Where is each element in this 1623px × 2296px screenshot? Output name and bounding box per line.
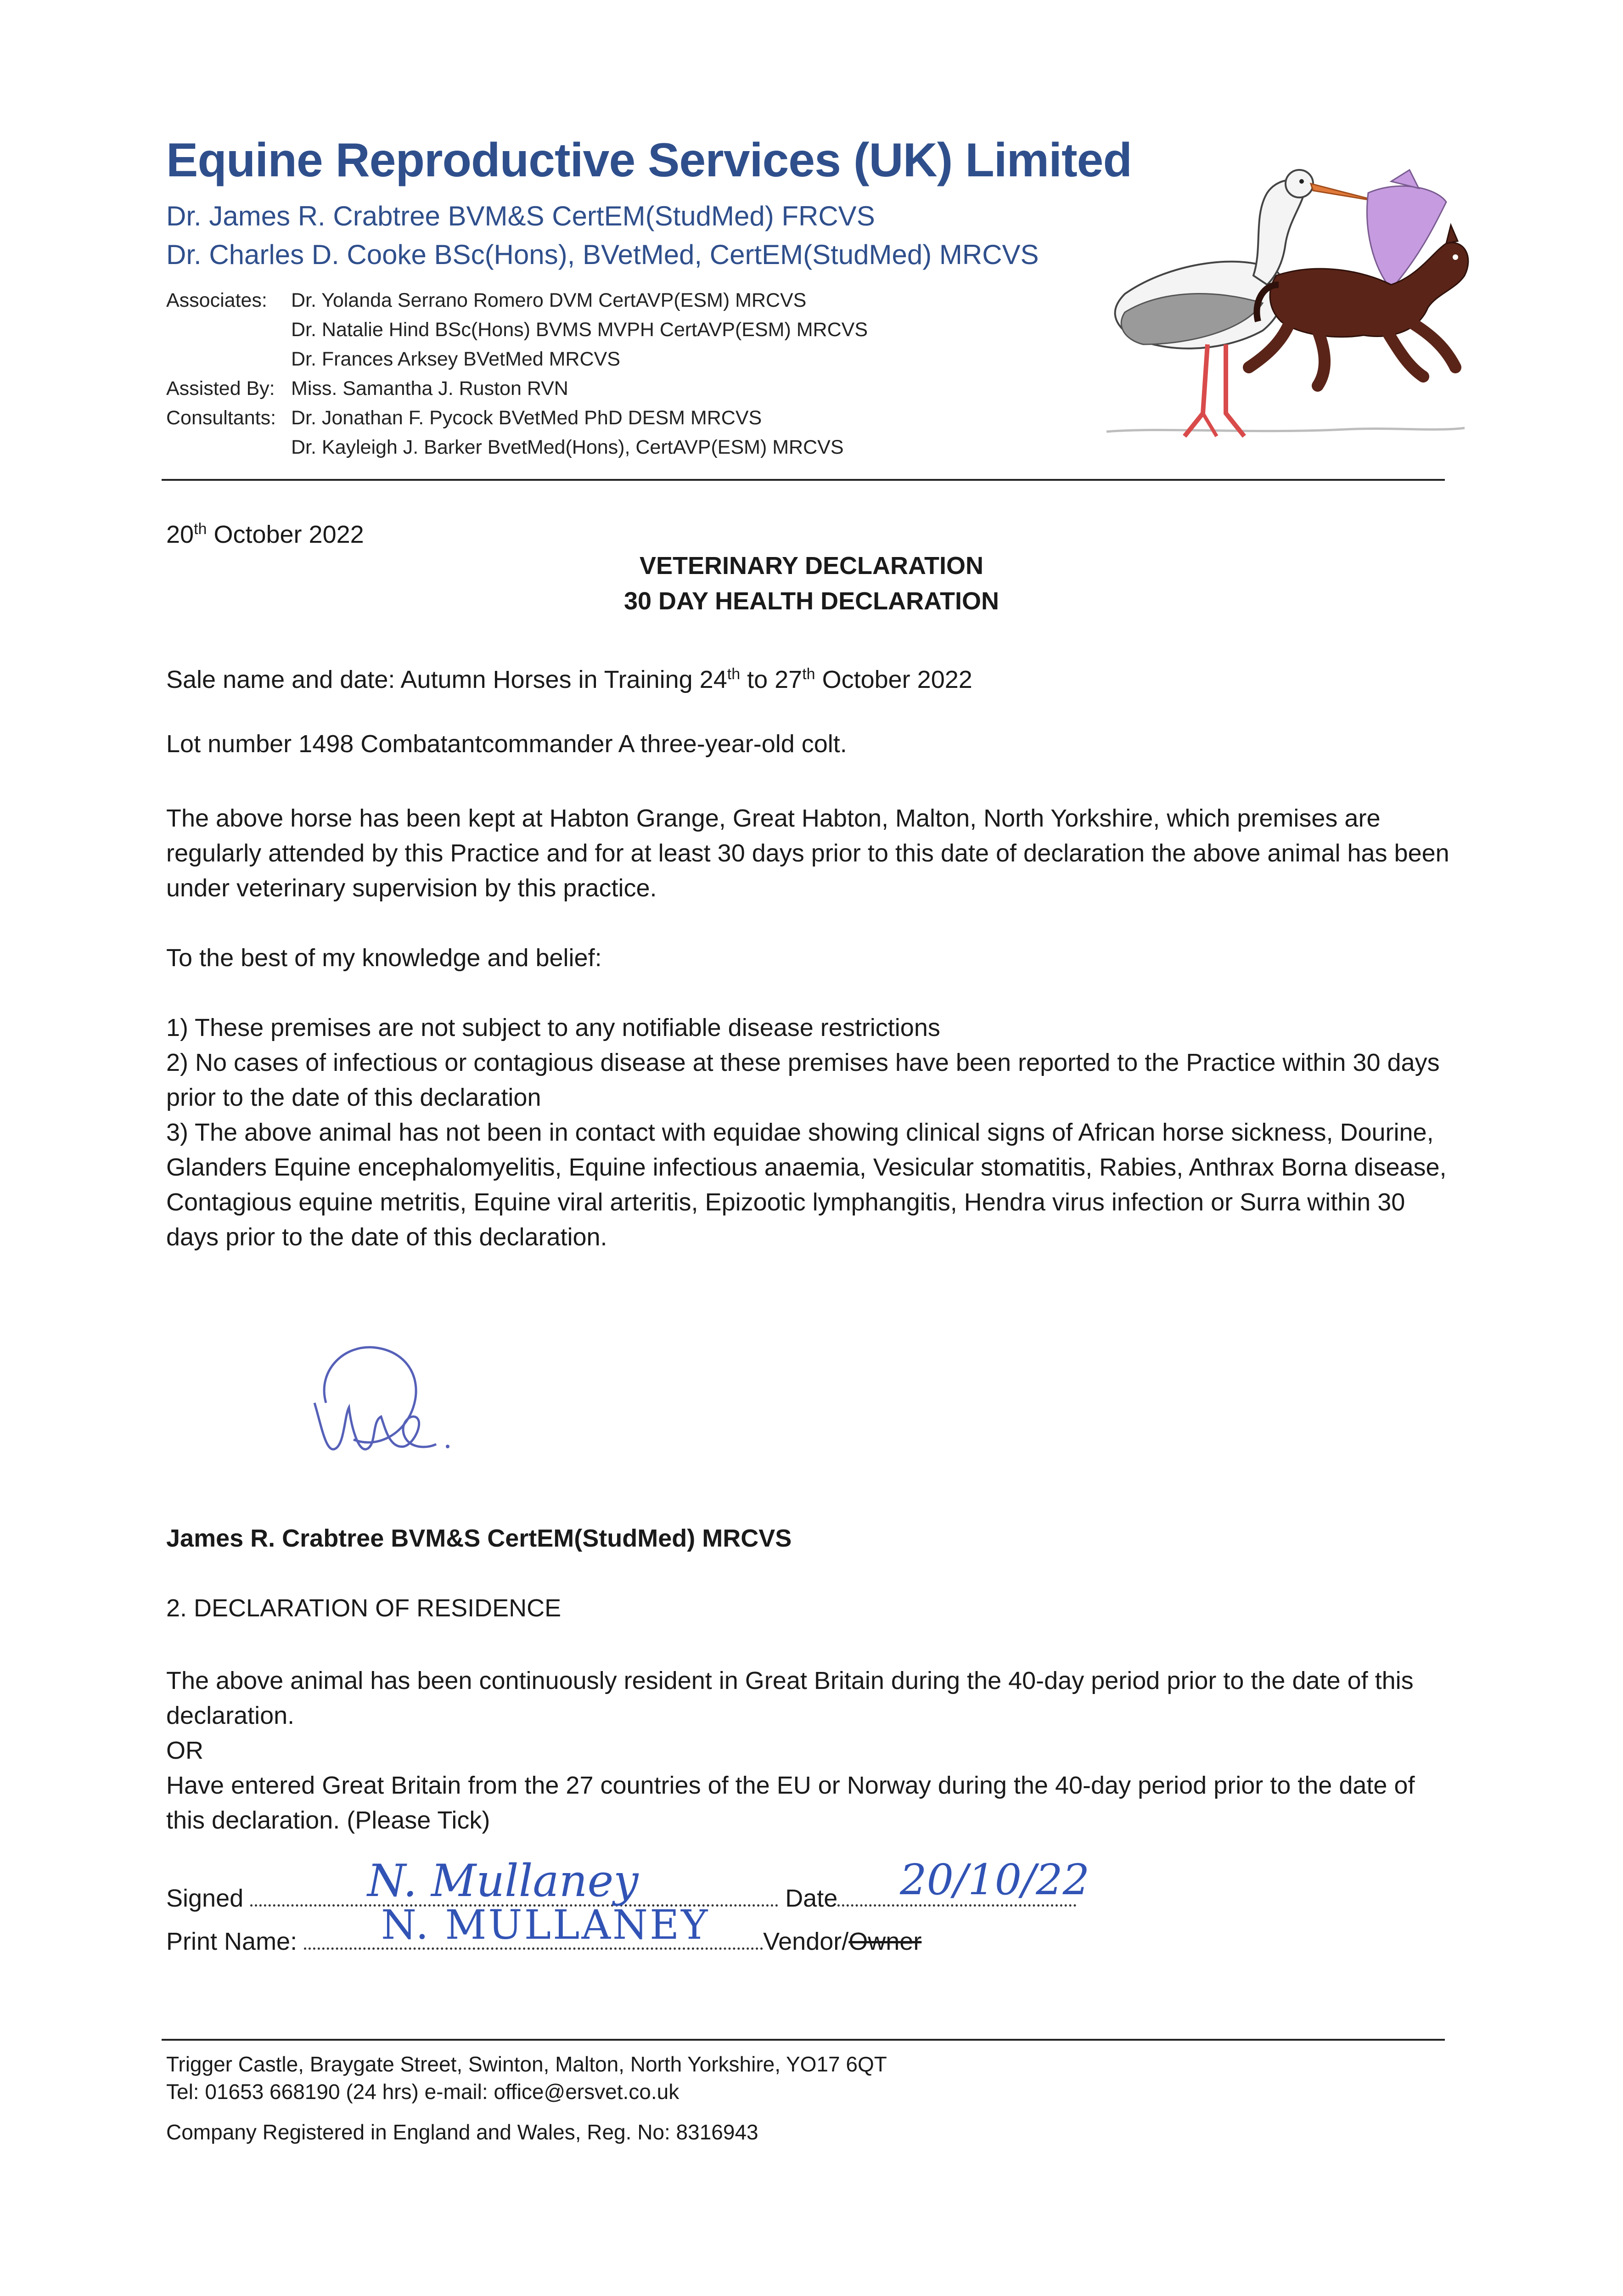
associates-label: Associates: — [166, 289, 267, 311]
title-health-declaration: 30 DAY HEALTH DECLARATION — [623, 587, 1000, 615]
associate-1: Dr. Yolanda Serrano Romero DVM CertAVP(ESM) MRCVS — [291, 289, 807, 311]
consultant-1: Dr. Jonathan F. Pycock BVetMed PhD DESM MRCVS — [291, 407, 762, 429]
footer-contact: Tel: 01653 668190 (24 hrs) e-mail: office@ersvet.co.uk — [166, 2080, 680, 2104]
vet-signature — [308, 1334, 464, 1476]
declaration-points — [166, 1010, 1452, 1255]
signatory-name: James R. Crabtree BVM&S CertEM(StudMed) MRCVS — [166, 1525, 792, 1552]
director-cooke: Dr. Charles D. Cooke BSc(Hons), BVetMed, CertEM(StudMed) MRCVS — [166, 239, 1039, 270]
assisted-label: Assisted By: — [166, 377, 275, 400]
kept-paragraph: The above horse has been kept at Habton Grange, Great Habton, Malton, North Yorkshire, which premises are regularly attended by this Practice and for at least 30 days prior to this date of declaration the above animal has been under veterinary supervision by this practice. — [166, 805, 1449, 902]
date-line[interactable] — [837, 1904, 1076, 1907]
belief-statement: To the best of my knowledge and belief: — [166, 944, 602, 972]
director-crabtree: Dr. James R. Crabtree BVM&S CertEM(StudMed) FRCVS — [166, 201, 875, 231]
company-name: Equine Reproductive Services (UK) Limited — [166, 134, 1132, 187]
lot-number: Lot number 1498 Combatantcommander A three-year-old colt. — [166, 730, 847, 758]
date-value: 20/10/22 — [900, 1855, 1090, 1904]
footer-address: Trigger Castle, Braygate Street, Swinton, Malton, North Yorkshire, YO17 6QT — [166, 2052, 887, 2076]
header-divider — [162, 479, 1445, 481]
sale-name-date: Sale name and date: Autumn Horses in Training 24th to 27th October 2022 — [166, 665, 972, 693]
residence-paragraph-1: The above animal has been continuously resident in Great Britain during the 40-day period prior to the date of this declaration. — [166, 1667, 1414, 1729]
residence-paragraph-2: Have entered Great Britain from the 27 countries of the EU or Norway during the 40-day period prior to the date of this declaration. (Please Tick) — [166, 1772, 1415, 1834]
assisted-by: Miss. Samantha J. Ruston RVN — [291, 377, 568, 400]
stork-foal-logo — [1070, 138, 1483, 459]
signed-value: N. Mullaney — [367, 1855, 639, 1907]
signed-label: Signed — [166, 1885, 244, 1912]
owner-label-struck: Owner — [848, 1928, 922, 1955]
consultants-label: Consultants: — [166, 407, 276, 429]
residence-heading: 2. DECLARATION OF RESIDENCE — [166, 1594, 562, 1622]
vendor-label: Vendor/ — [763, 1928, 849, 1955]
point-1: 1) These premises are not subject to any notifiable disease restrictions — [166, 1014, 940, 1041]
associate-2: Dr. Natalie Hind BSc(Hons) BVMS MVPH CertAVP(ESM) MRCVS — [291, 319, 868, 341]
footer-divider — [162, 2039, 1445, 2041]
footer-registration: Company Registered in England and Wales, Reg. No: 8316943 — [166, 2120, 758, 2144]
print-name-label: Print Name: — [166, 1928, 298, 1955]
point-2: 2) No cases of infectious or contagious disease at these premises have been reported to the Practice within 30 days prior to the date of this declaration — [166, 1049, 1440, 1111]
date-label: Date — [785, 1885, 838, 1912]
associate-3: Dr. Frances Arksey BVetMed MRCVS — [291, 348, 620, 370]
consultant-2: Dr. Kayleigh J. Barker BvetMed(Hons), CertAVP(ESM) MRCVS — [291, 436, 844, 458]
letter-date: 20th October 2022 — [166, 520, 364, 548]
point-3: 3) The above animal has not been in contact with equidae showing clinical signs of African horse sickness, Dourine, Glanders Equine encephalomyelitis, Equine infectious anaemia, Vesicular stomatitis, Rabies, Anthrax Borna disease, Contagious equine metritis, Equine viral arteritis, Epizootic lymphangitis, Hendra virus infection or Surra within 30 days prior to the date of this declaration. — [166, 1119, 1447, 1251]
print-name-value: N. MULLANEY — [381, 1901, 710, 1948]
residence-or: OR — [166, 1737, 203, 1764]
title-veterinary-declaration: VETERINARY DECLARATION — [639, 552, 984, 580]
